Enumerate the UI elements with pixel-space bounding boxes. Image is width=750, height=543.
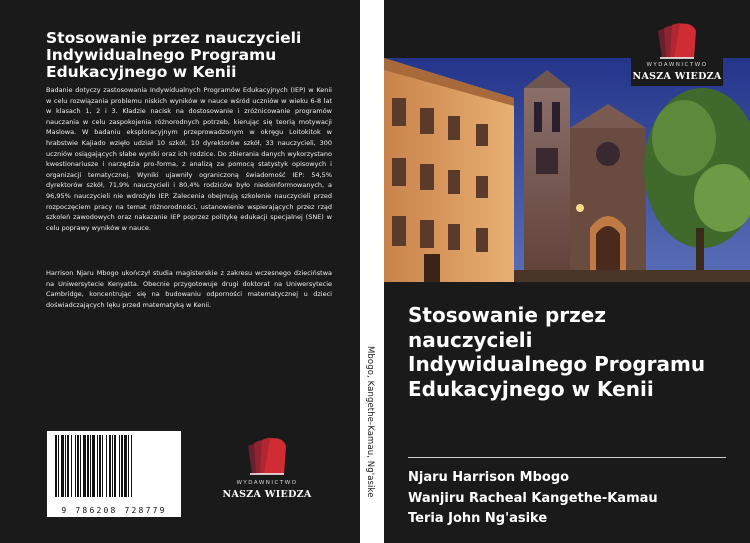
publisher-label-big: NASZA WIEDZA [222,489,312,500]
back-title-line: Stosowanie przez nauczycieli [46,29,302,47]
back-title-line: Indywidualnego Programu [46,46,277,64]
book-pages-icon [222,432,312,476]
cathedral-night-photo [384,58,750,282]
back-cover [0,0,360,543]
front-title-line: Edukacyjnego w Kenii [408,376,654,401]
author-bio: Harrison Njaru Mbogo ukończył studia magisterskie z zakresu wczesnego dzieciństwa na Uniwersytecie Kenyatta. Obecnie przygotowuje drugi doktorat na Uniwersytecie Cambridge, koncentrując się na budowaniu odporności matematycznej u dzieci doświadczających lęku przed matematyką w Kenii. [46,269,332,309]
author-name: Wanjiru Racheal Kangethe-Kamau [408,490,658,506]
front-title-line: Stosowanie przez [408,303,606,327]
isbn-number: 9 786208 728779 [61,506,167,515]
front-title-line: Indywidualnego Programu [408,352,706,376]
publisher-label-small: WYDAWNICTWO [236,480,298,486]
publisher-logo-back [222,432,312,507]
barcode-icon [53,435,175,501]
publisher-label-small: WYDAWNICTWO [646,62,708,68]
book-abstract: Badanie dotyczy zastosowania Indywidualnych Programów Edukacyjnych (IEP) w Kenii w celu rozwiązania problemu niskich wyników w nauce wśród uczniów w wieku 6-8 lat w klasach 1, 2 i 3. Kładzie nacisk na dostosowanie i zróżnicowanie programów nauczania w celu zaspokojenia różnorodnych potrzeb, kierując się teorią motywacji Maslowa. W badaniu eksploracyjnym przeprowadzonym w okręgu Loitokitok w hrabstwie Kajiado wzięło udział 10 szkół, 10 dyrektorów szkół, 33 nauczycieli, 300 uczniów osiągających słabe wyniki oraz ich rodzice. Do zbierania danych wykorzystano kwestionariusze i narzędzia pro-forma, z analizą za pomocą statystyk opisowych i organizacji tematycznej. Wyniki ujawniły ograniczoną świadomość IEP: 54,5% dyrektorów szkół, 71,9% nauczycieli i 80,4% rodziców było niedoinformowanych, a 96,95% nauczycieli nie wdrożyło IEP. Zalecenia obejmują szkolenie nauczycieli przed rozpoczęciem pracy na temat różnorodności, ustanowienie wspierających przez rząd szkoleń zawodowych oraz nakazanie IEP poprzez politykę edukacji specjalnej (SNE) w celu poprawy wyników w nauce. [46,86,332,232]
title-divider [408,457,726,458]
book-spine [360,0,384,543]
author-name: Njaru Harrison Mbogo [408,470,570,485]
front-cover [384,0,750,543]
publisher-label-big: NASZA WIEDZA [632,71,722,82]
publisher-logo-front [631,14,723,86]
book-pages-icon [631,16,723,62]
cover-photo [384,58,750,282]
front-title-line: nauczycieli [408,327,533,352]
back-title-line: Edukacyjnego w Kenii [46,63,237,81]
isbn-barcode [47,431,181,517]
spine-authors: Mbogo, Kangethe-Kamau, Ng'asike [365,346,375,498]
back-cover-title [46,30,346,81]
front-cover-title [408,303,744,401]
author-name: Teria John Ng'asike [408,511,548,526]
author-list [408,468,744,530]
